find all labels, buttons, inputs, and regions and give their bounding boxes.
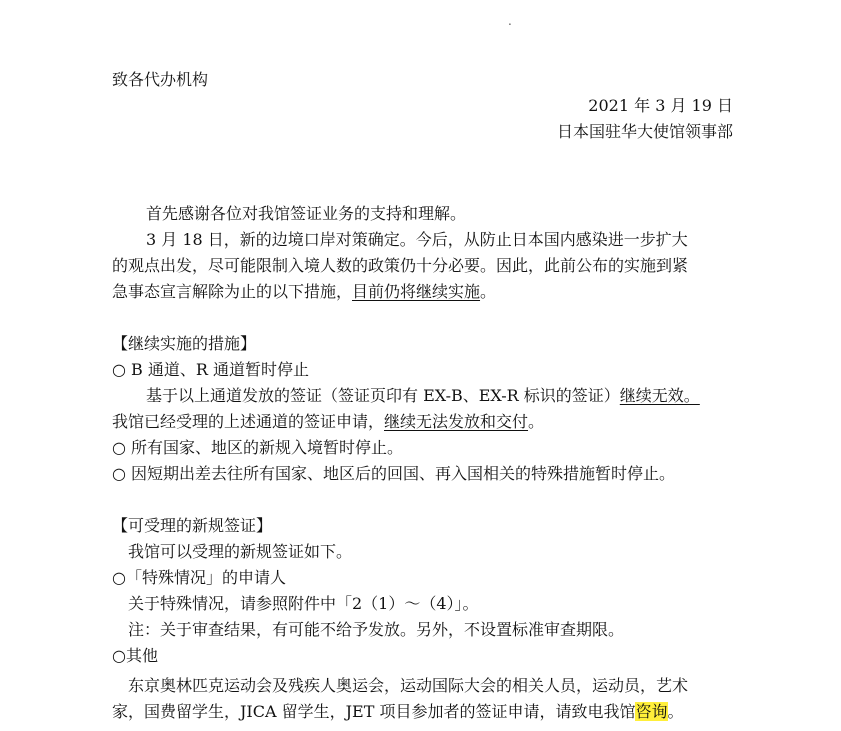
- intro-continue-underlined: 目前仍将继续实施: [352, 282, 481, 301]
- continued-measures-heading: 【继续实施的措施】: [112, 334, 257, 353]
- item-2-detail-2-prefix: 家，国费留学生，JICA 留学生，JET 项目参加者的签证申请，请致电我馆: [112, 702, 636, 721]
- intro-line-1: 首先感谢各位对我馆签证业务的支持和理解。: [146, 204, 467, 223]
- intro-line-4-prefix: 急事态宣言解除为止的以下措施，: [112, 282, 353, 301]
- date: 2021 年 3 月 19 日: [588, 96, 733, 115]
- new-visas-intro: 我馆可以受理的新规签证如下。: [128, 542, 353, 561]
- continued-item-3: ○ 因短期出差去往所有国家、地区后的回国、再入国相关的特殊措施暂时停止。: [112, 464, 676, 483]
- recipient: 致各代办机构: [112, 70, 209, 89]
- detail-1-prefix: 基于以上通道发放的签证（签证页印有 EX-B、EX-R 标识的签证）: [146, 386, 620, 405]
- issuer: 日本国驻华大使馆领事部: [556, 122, 733, 141]
- new-visas-item-1-note: 注：关于审查结果，有可能不给予发放。另外，不设置标准审查期限。: [128, 620, 625, 639]
- detail-2-suffix: 。: [528, 412, 545, 431]
- new-visas-item-1: ○「特殊情况」的申请人: [112, 568, 286, 587]
- new-visas-item-1-detail: 关于特殊情况，请参照附件中「2（1）～（4）」。: [128, 594, 479, 613]
- detail-2-underlined: 继续无法发放和交付: [384, 412, 529, 431]
- consult-highlight: 咨询: [635, 702, 668, 721]
- new-visas-item-2: ○其他: [112, 646, 158, 665]
- intro-line-2: 3 月 18 日，新的边境口岸对策确定。今后，从防止日本国内感染进一步扩大: [146, 230, 688, 249]
- intro-line-4-suffix: 。: [480, 282, 497, 301]
- item-2-detail-2-suffix: 。: [667, 702, 684, 721]
- new-visas-item-2-detail-1: 东京奥林匹克运动会及残疾人奥运会，运动国际大会的相关人员，运动员，艺术: [128, 676, 689, 695]
- continued-item-2: ○ 所有国家、地区的新规入境暂时停止。: [112, 438, 404, 457]
- detail-2-prefix: 我馆已经受理的上述通道的签证申请，: [112, 412, 385, 431]
- top-dot: .: [508, 14, 512, 28]
- detail-1-underlined: 继续无效。: [619, 386, 700, 405]
- new-visas-heading: 【可受理的新规签证】: [112, 516, 273, 535]
- intro-line-3: 的观点出发，尽可能限制入境人数的政策仍十分必要。因此，此前公布的实施到紧: [112, 256, 689, 275]
- continued-item-1-detail-2: [112, 412, 544, 432]
- continued-item-1-detail-1: [146, 386, 700, 406]
- intro-line-4: [112, 282, 496, 302]
- continued-item-1: ○ B 通道、R 通道暂时停止: [112, 360, 310, 379]
- new-visas-item-2-detail-2: [112, 702, 684, 722]
